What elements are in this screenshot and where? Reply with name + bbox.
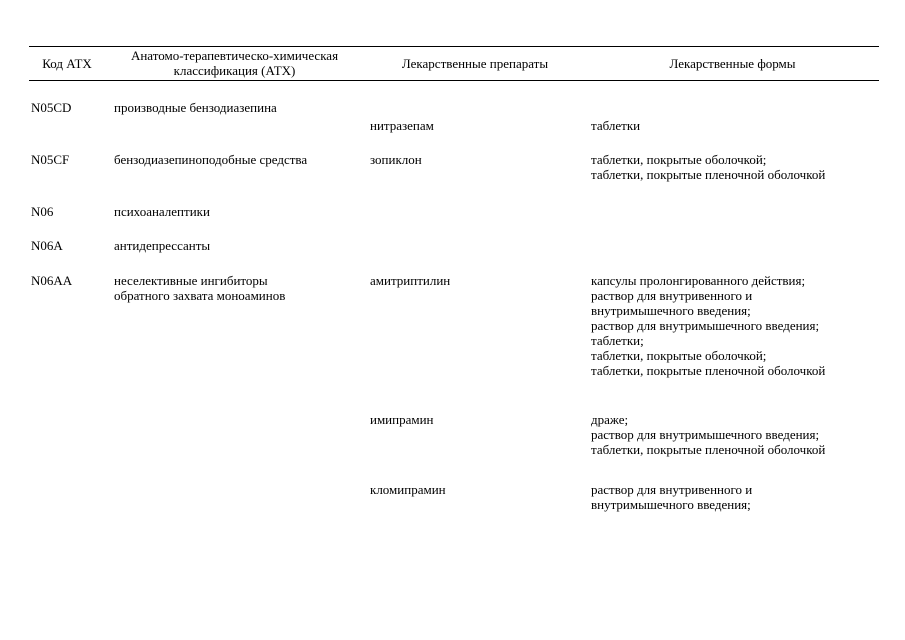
row-atc-name: антидепрессанты <box>114 238 211 253</box>
row-code: N06A <box>31 238 63 253</box>
row-drug: зопиклон <box>370 152 422 167</box>
header-drugs <box>364 46 586 80</box>
row-forms: таблетки <box>591 118 641 133</box>
header-forms-label: Лекарственные формы <box>669 55 796 71</box>
row-atc-name: бензодиазепиноподобные средства <box>114 152 308 167</box>
row-forms: раствор для внутривенного и внутримышечного введения; <box>591 482 753 512</box>
header-atc <box>105 46 364 80</box>
header-atc-label: Анатомо-терапевтическо-химическая классификация (АТХ) <box>130 48 339 78</box>
row-forms: драже; раствор для внутримышечного введения; таблетки, покрытые пленочной оболочкой <box>591 412 826 457</box>
row-code: N05CF <box>31 152 70 167</box>
row-drug: кломипрамин <box>370 482 446 497</box>
row-atc-name: психоаналептики <box>114 204 210 219</box>
row-code: N06 <box>31 204 54 219</box>
row-forms: таблетки, покрытые оболочкой; таблетки, покрытые пленочной оболочкой <box>591 152 826 182</box>
row-drug: нитразепам <box>370 118 434 133</box>
row-forms: капсулы пролонгированного действия; раствор для внутривенного и внутримышечного введения; раствор для внутримышечного введения; таблетки; таблетки, покрытые оболочкой; таблетки, покрытые пленочной оболочкой <box>591 273 826 378</box>
header-drugs-label: Лекарственные препараты <box>401 55 549 71</box>
row-code: N05CD <box>31 100 72 115</box>
header-forms <box>586 46 879 80</box>
row-code: N06AA <box>31 273 73 288</box>
table-header-rule <box>29 80 879 81</box>
row-drug: имипрамин <box>370 412 434 427</box>
row-atc-name: производные бензодиазепина <box>114 100 277 115</box>
row-drug: амитриптилин <box>370 273 451 288</box>
row-atc-name: неселективные ингибиторы обратного захвата моноаминов <box>114 273 286 303</box>
header-code-label: Код АТХ <box>42 55 92 71</box>
header-code <box>29 46 105 80</box>
